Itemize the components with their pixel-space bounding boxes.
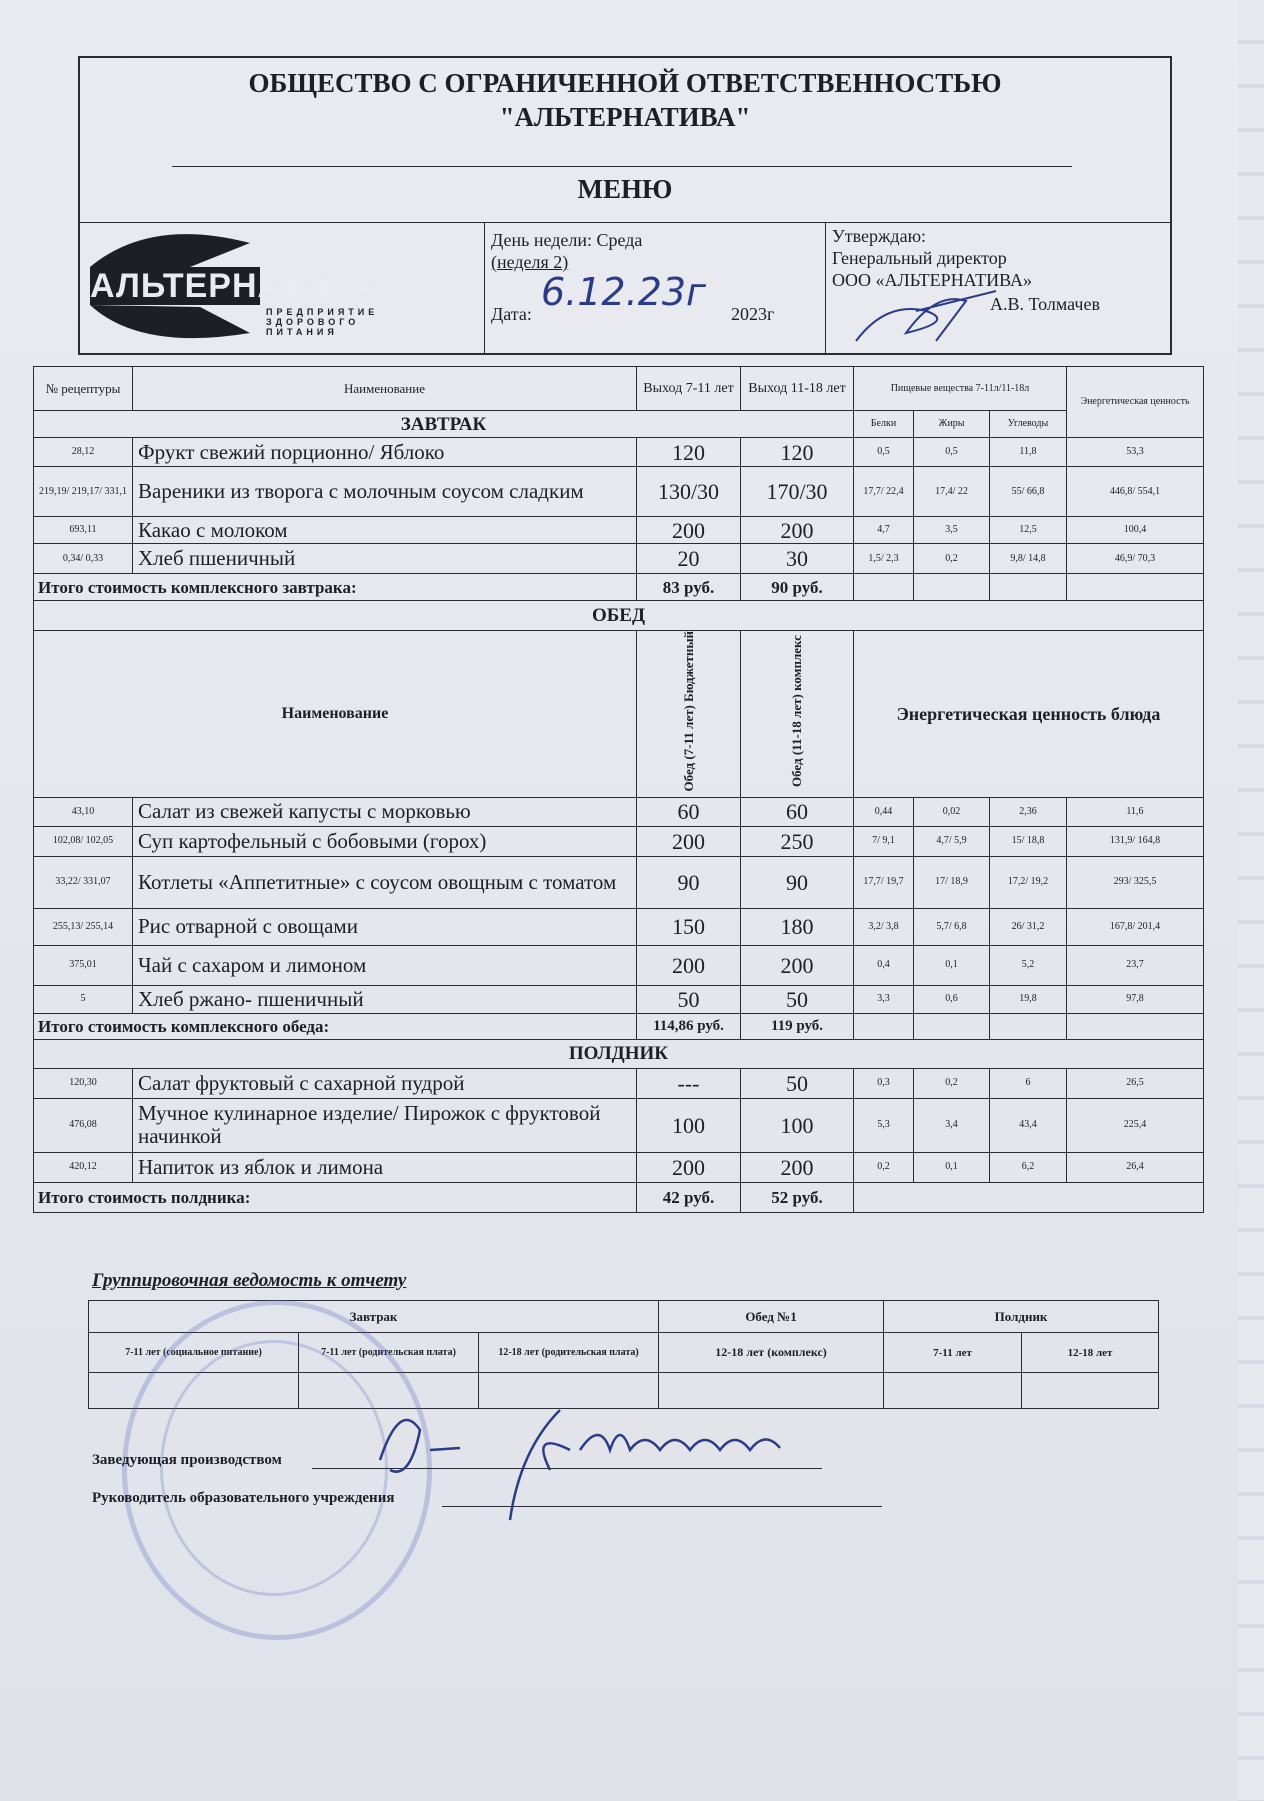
lunch-total-11-18: 119 руб. — [741, 1013, 854, 1039]
logo-sub-3: ПИТАНИЯ — [266, 327, 338, 337]
carbs-value: 12,5 — [990, 517, 1067, 544]
logo-word: АЛЬТЕРНАТИВА — [90, 267, 378, 305]
protein-value: 0,2 — [854, 1152, 914, 1182]
fat-value: 4,7/ 5,9 — [914, 826, 990, 856]
signature-school-head: Руководитель образовательного учреждения — [92, 1490, 395, 1506]
recipe-number: 476,08 — [34, 1098, 133, 1152]
energy-value: 100,4 — [1067, 517, 1204, 544]
fat-value: 0,02 — [914, 797, 990, 826]
carbs-value: 26/ 31,2 — [990, 908, 1067, 945]
recipe-number: 5 — [34, 985, 133, 1013]
output-11-18: 200 — [741, 945, 854, 985]
protein-value: 17,7/ 22,4 — [854, 467, 914, 517]
approve-name: А.В. Толмачев — [990, 294, 1100, 314]
output-7-11: 200 — [637, 1152, 741, 1182]
protein-value: 0,4 — [854, 945, 914, 985]
energy-value: 26,4 — [1067, 1152, 1204, 1182]
breakfast-row — [34, 517, 1204, 544]
org-line-2: "АЛЬТЕРНАТИВА" — [499, 102, 751, 132]
grouping-cell — [1022, 1373, 1159, 1409]
carbs-value: 17,2/ 19,2 — [990, 856, 1067, 908]
protein-value: 3,3 — [854, 985, 914, 1013]
output-7-11: 120 — [637, 438, 741, 467]
energy-value: 23,7 — [1067, 945, 1204, 985]
header-name: Наименование — [133, 367, 637, 411]
dish-name: Салат из свежей капусты с морковью — [133, 797, 637, 826]
protein-value: 3,2/ 3,8 — [854, 908, 914, 945]
breakfast-total-row — [34, 574, 1204, 601]
output-7-11: 20 — [637, 544, 741, 574]
carbs-value: 19,8 — [990, 985, 1067, 1013]
output-11-18: 200 — [741, 517, 854, 544]
header-fat: Жиры — [914, 411, 990, 438]
fat-value: 0,1 — [914, 945, 990, 985]
logo-sub-2: ЗДОРОВОГО — [266, 317, 360, 327]
logo-wordmark — [90, 267, 378, 306]
lunch-row — [34, 856, 1204, 908]
carbs-value: 5,2 — [990, 945, 1067, 985]
snack-section-row — [34, 1039, 1204, 1068]
lunch-row — [34, 797, 1204, 826]
breakfast-total-11-18: 90 руб. — [741, 574, 854, 601]
signature-production-manager: Заведующая производством — [92, 1452, 282, 1468]
output-11-18: 90 — [741, 856, 854, 908]
table-header-row — [34, 367, 1204, 411]
logo-cell — [80, 223, 485, 354]
output-7-11: 150 — [637, 908, 741, 945]
grouping-sub-6: 12-18 лет — [1022, 1333, 1159, 1373]
output-7-11: 200 — [637, 945, 741, 985]
recipe-number: 375,01 — [34, 945, 133, 985]
lunch-row — [34, 985, 1204, 1013]
energy-value: 26,5 — [1067, 1068, 1204, 1098]
carbs-value: 43,4 — [990, 1098, 1067, 1152]
energy-value: 131,9/ 164,8 — [1067, 826, 1204, 856]
output-11-18: 60 — [741, 797, 854, 826]
lunch-total-7-11: 114,86 руб. — [637, 1013, 741, 1039]
fat-value: 0,2 — [914, 1068, 990, 1098]
recipe-number: 420,12 — [34, 1152, 133, 1182]
approve-company: ООО «АЛЬТЕРНАТИВА» — [832, 270, 1032, 290]
menu-header — [78, 56, 1172, 355]
grouping-cell — [884, 1373, 1022, 1409]
lunch-header-energy: Энергетическая ценность блюда — [854, 631, 1204, 798]
lunch-rows — [34, 797, 1204, 1013]
breakfast-section-row — [34, 411, 1204, 438]
date-year: 2023г — [731, 304, 775, 324]
paper-edge — [1238, 0, 1264, 1801]
approve-position: Генеральный директор — [832, 248, 1007, 268]
recipe-number: 0,34/ 0,33 — [34, 544, 133, 574]
carbs-value: 2,36 — [990, 797, 1067, 826]
organization-name — [80, 66, 1170, 134]
snack-row — [34, 1152, 1204, 1182]
fat-value: 3,5 — [914, 517, 990, 544]
approval-cell — [826, 223, 1170, 354]
snack-row — [34, 1068, 1204, 1098]
header-protein: Белки — [854, 411, 914, 438]
dish-name: Котлеты «Аппетитные» с соусом овощным с томатом — [133, 856, 637, 908]
grouping-snack: Полдник — [884, 1301, 1159, 1333]
output-11-18: 120 — [741, 438, 854, 467]
breakfast-title: ЗАВТРАК — [34, 411, 854, 438]
recipe-number: 43,10 — [34, 797, 133, 826]
carbs-value: 9,8/ 14,8 — [990, 544, 1067, 574]
menu-title: МЕНЮ — [577, 174, 673, 204]
carbs-value: 6,2 — [990, 1152, 1067, 1182]
fat-value: 17,4/ 22 — [914, 467, 990, 517]
recipe-number: 219,19/ 219,17/ 331,1 — [34, 467, 133, 517]
protein-value: 4,7 — [854, 517, 914, 544]
grouping-breakfast: Завтрак — [89, 1301, 659, 1333]
recipe-number: 28,12 — [34, 438, 133, 467]
dish-name: Напиток из яблок и лимона — [133, 1152, 637, 1182]
lunch-row — [34, 826, 1204, 856]
carbs-value: 55/ 66,8 — [990, 467, 1067, 517]
recipe-number: 33,22/ 331,07 — [34, 856, 133, 908]
lunch-header-7-11: Обед (7-11 лет) Бюджетный — [680, 631, 696, 792]
snack-total-7-11: 42 руб. — [637, 1182, 741, 1212]
grouping-lunch: Обед №1 — [659, 1301, 884, 1333]
dish-name: Какао с молоком — [133, 517, 637, 544]
grouping-sub-5: 7-11 лет — [884, 1333, 1022, 1373]
logo-sub-1: ПРЕДПРИЯТИЕ — [266, 307, 379, 317]
breakfast-row — [34, 544, 1204, 574]
date-label: Дата: — [491, 304, 532, 324]
director-signature-icon — [846, 281, 1026, 351]
day-of-week: День недели: Среда — [491, 230, 643, 250]
output-11-18: 170/30 — [741, 467, 854, 517]
dish-name: Вареники из творога с молочным соусом сладким — [133, 467, 637, 517]
energy-value: 97,8 — [1067, 985, 1204, 1013]
fat-value: 0,5 — [914, 438, 990, 467]
output-11-18: 200 — [741, 1152, 854, 1182]
lunch-header-name: Наименование — [34, 631, 637, 798]
energy-value: 46,9/ 70,3 — [1067, 544, 1204, 574]
lunch-header-11-18: Обед (11-18 лет) комплекс — [789, 635, 804, 788]
breakfast-rows — [34, 438, 1204, 574]
protein-value: 0,5 — [854, 438, 914, 467]
recipe-number: 102,08/ 102,05 — [34, 826, 133, 856]
snack-total-label: Итого стоимость полдника: — [34, 1182, 637, 1212]
grouping-sub-1: 7-11 лет (социальное питание) — [89, 1333, 299, 1373]
recipe-number: 120,30 — [34, 1068, 133, 1098]
output-11-18: 50 — [741, 985, 854, 1013]
protein-value: 1,5/ 2,3 — [854, 544, 914, 574]
energy-value: 11,6 — [1067, 797, 1204, 826]
header-rule — [172, 166, 1072, 167]
breakfast-total-label: Итого стоимость комплексного завтрака: — [34, 574, 637, 601]
snack-total-11-18: 52 руб. — [741, 1182, 854, 1212]
grouping-sub-2: 7-11 лет (родительская плата) — [299, 1333, 479, 1373]
output-11-18: 250 — [741, 826, 854, 856]
recipe-number: 693,11 — [34, 517, 133, 544]
recipe-number: 255,13/ 255,14 — [34, 908, 133, 945]
header-carbs: Углеводы — [990, 411, 1067, 438]
menu-table — [33, 366, 1204, 1213]
header-recipe-number: № рецептуры — [34, 367, 133, 411]
approve-label: Утверждаю: — [832, 226, 927, 246]
protein-value: 17,7/ 19,7 — [854, 856, 914, 908]
fat-value: 17/ 18,9 — [914, 856, 990, 908]
snack-rows — [34, 1068, 1204, 1182]
output-11-18: 50 — [741, 1068, 854, 1098]
dish-name: Фрукт свежий порционно/ Яблоко — [133, 438, 637, 467]
output-11-18: 100 — [741, 1098, 854, 1152]
dish-name: Хлеб пшеничный — [133, 544, 637, 574]
fat-value: 3,4 — [914, 1098, 990, 1152]
output-11-18: 180 — [741, 908, 854, 945]
header-nutrients: Пищевые вещества 7-11л/11-18л — [854, 367, 1067, 411]
org-line-1: ОБЩЕСТВО С ОГРАНИЧЕННОЙ ОТВЕТСТВЕННОСТЬЮ — [248, 68, 1002, 98]
energy-value: 446,8/ 554,1 — [1067, 467, 1204, 517]
handwritten-signature-icon — [360, 1390, 820, 1530]
energy-value: 53,3 — [1067, 438, 1204, 467]
day-cell — [485, 223, 826, 354]
lunch-section-row — [34, 601, 1204, 631]
handwritten-date: 6.12.23г — [541, 270, 707, 314]
header-output-7-11: Выход 7-11 лет — [637, 367, 741, 411]
output-7-11: 60 — [637, 797, 741, 826]
grouping-title: Группировочная ведомость к отчету — [92, 1270, 407, 1291]
breakfast-row — [34, 438, 1204, 467]
dish-name: Рис отварной с овощами — [133, 908, 637, 945]
header-output-11-18: Выход 11-18 лет — [741, 367, 854, 411]
header-lower-row — [80, 222, 1170, 354]
energy-value: 167,8/ 201,4 — [1067, 908, 1204, 945]
lunch-title: ОБЕД — [34, 601, 1204, 631]
fat-value: 0,2 — [914, 544, 990, 574]
lunch-row — [34, 908, 1204, 945]
breakfast-total-7-11: 83 руб. — [637, 574, 741, 601]
snack-row — [34, 1098, 1204, 1152]
lunch-row — [34, 945, 1204, 985]
output-7-11: 200 — [637, 826, 741, 856]
lunch-header-row — [34, 631, 1204, 798]
carbs-value: 11,8 — [990, 438, 1067, 467]
fat-value: 0,1 — [914, 1152, 990, 1182]
header-energy: Энергетическая ценность — [1067, 367, 1204, 438]
output-7-11: 100 — [637, 1098, 741, 1152]
output-11-18: 30 — [741, 544, 854, 574]
week-number: (неделя 2) — [491, 252, 569, 272]
fat-value: 5,7/ 6,8 — [914, 908, 990, 945]
carbs-value: 15/ 18,8 — [990, 826, 1067, 856]
protein-value: 7/ 9,1 — [854, 826, 914, 856]
grouping-sub-4: 12-18 лет (комплекс) — [659, 1333, 884, 1373]
protein-value: 0,44 — [854, 797, 914, 826]
dish-name: Салат фруктовый с сахарной пудрой — [133, 1068, 637, 1098]
output-7-11: 130/30 — [637, 467, 741, 517]
dish-name: Суп картофельный с бобовыми (горох) — [133, 826, 637, 856]
energy-value: 293/ 325,5 — [1067, 856, 1204, 908]
protein-value: 5,3 — [854, 1098, 914, 1152]
output-7-11: 200 — [637, 517, 741, 544]
snack-total-row — [34, 1182, 1204, 1212]
carbs-value: 6 — [990, 1068, 1067, 1098]
fat-value: 0,6 — [914, 985, 990, 1013]
breakfast-row — [34, 467, 1204, 517]
dish-name: Мучное кулинарное изделие/ Пирожок с фруктовой начинкой — [133, 1098, 637, 1152]
dish-name: Чай с сахаром и лимоном — [133, 945, 637, 985]
protein-value: 0,3 — [854, 1068, 914, 1098]
lunch-total-label: Итого стоимость комплексного обеда: — [34, 1013, 637, 1039]
output-7-11: --- — [637, 1068, 741, 1098]
logo-subtitle — [266, 307, 378, 337]
output-7-11: 50 — [637, 985, 741, 1013]
output-7-11: 90 — [637, 856, 741, 908]
energy-value: 225,4 — [1067, 1098, 1204, 1152]
grouping-sub-3: 12-18 лет (родительская плата) — [479, 1333, 659, 1373]
snack-title: ПОЛДНИК — [34, 1039, 1204, 1068]
lunch-total-row — [34, 1013, 1204, 1039]
dish-name: Хлеб ржано- пшеничный — [133, 985, 637, 1013]
